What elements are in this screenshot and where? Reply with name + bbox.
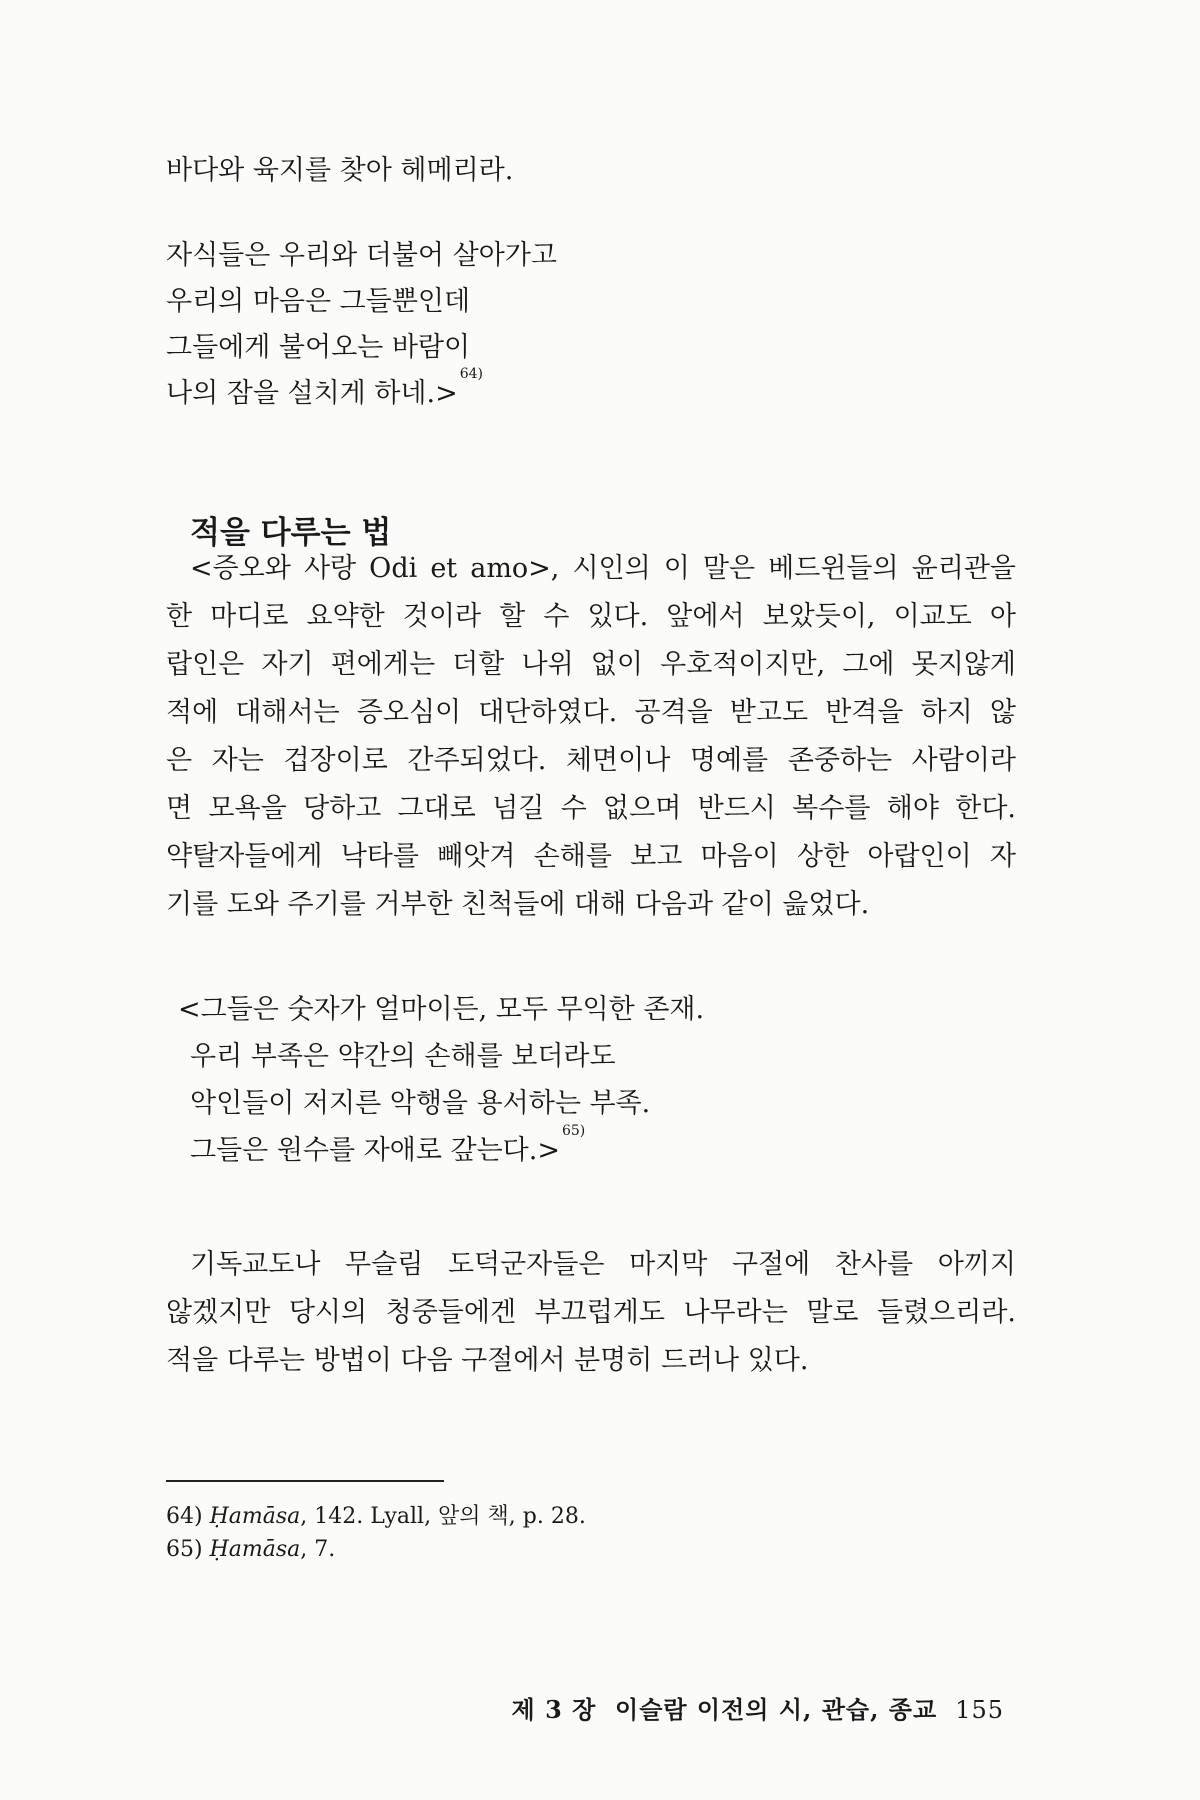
poem-line-text: 나의 잠을 설치게 하네.> (166, 378, 458, 409)
paragraph-line: 적을 다루는 방법이 다음 구절에서 분명히 드러나 있다. (166, 1345, 809, 1376)
footnote-divider (166, 1480, 444, 1482)
footnote-number: 64) (166, 1504, 203, 1529)
page-number: 155 (955, 1696, 1004, 1724)
footnote-text: , 142. Lyall, 앞의 책, p. 28. (300, 1504, 586, 1529)
poem-line-with-footnote (190, 1123, 586, 1166)
paragraph-line: 면 모욕을 당하고 그대로 넘길 수 없으며 반드시 복수를 해야 한다. (166, 793, 1016, 824)
running-footer (512, 1690, 1004, 1725)
footnote-source-title: Ḥamāsa (209, 1504, 301, 1529)
paragraph-line: 않겠지만 당시의 청중들에겐 부끄럽게도 나무라는 말로 들렸으리라. (166, 1297, 1016, 1328)
paragraph-line: 약탈자들에게 낙타를 빼앗겨 손해를 보고 마음이 상한 아랍인이 자 (166, 841, 1016, 872)
paragraph-line: 적에 대해서는 증오심이 대단하였다. 공격을 받고도 반격을 하지 않 (166, 697, 1016, 728)
footnote-65 (166, 1537, 335, 1562)
paragraph-line: 랍인은 자기 편에게는 더할 나위 없이 우호적이지만, 그에 못지않게 (166, 649, 1016, 680)
footnote-ref: 65) (561, 1123, 586, 1139)
poem-line: 악인들이 저지른 악행을 용서하는 부족. (190, 1088, 651, 1119)
poem-line: 우리의 마음은 그들뿐인데 (166, 286, 471, 317)
paragraph-line: <증오와 사랑 Odi et amo>, 시인의 이 말은 베드윈들의 윤리관을 (190, 553, 1016, 584)
footnote-number: 65) (166, 1537, 203, 1562)
paragraph-line: 한 마디로 요약한 것이라 할 수 있다. 앞에서 보았듯이, 이교도 아 (166, 601, 1016, 632)
poem-line: 그들에게 불어오는 바람이 (166, 332, 471, 363)
footnote-64 (166, 1499, 586, 1530)
footnote-text: , 7. (300, 1537, 336, 1562)
footnote-source-title: Ḥamāsa (209, 1537, 301, 1562)
poem-line: 바다와 육지를 찾아 헤메리라. (166, 155, 514, 186)
poem-line: 우리 부족은 약간의 손해를 보더라도 (190, 1041, 616, 1072)
poem-line-with-footnote (166, 366, 483, 409)
poem-line-text: 그들은 원수를 자애로 갚는다.> (190, 1135, 560, 1166)
paragraph-line: 기를 도와 주기를 거부한 친척들에 대해 다음과 같이 읊었다. (166, 889, 870, 920)
paragraph-line: 기독교도나 무슬림 도덕군자들은 마지막 구절에 찬사를 아끼지 (190, 1249, 1016, 1280)
footnote-ref: 64) (459, 366, 483, 382)
poem-line: 자식들은 우리와 더불어 살아가고 (166, 240, 557, 271)
section-heading: 적을 다루는 법 (190, 515, 392, 551)
running-head: 제 3 장 이슬람 이전의 시, 관습, 종교 (511, 1695, 938, 1724)
poem-line: <그들은 숫자가 얼마이든, 모두 무익한 존재. (178, 994, 705, 1025)
paragraph-line: 은 자는 겁장이로 간주되었다. 체면이나 명예를 존중하는 사람이라 (166, 745, 1016, 776)
